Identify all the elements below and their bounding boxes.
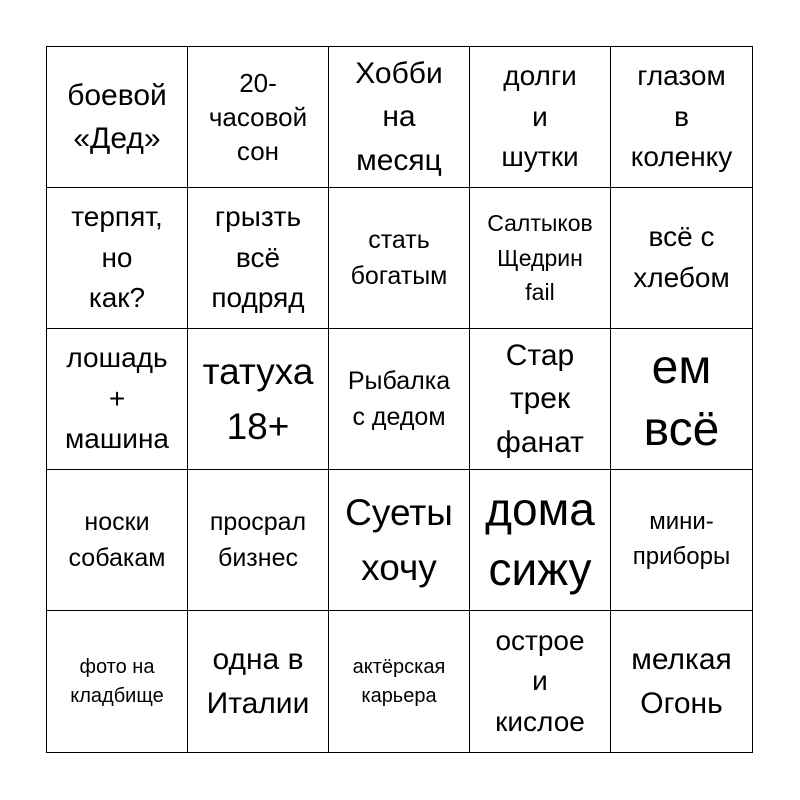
bingo-cell[interactable] bbox=[188, 329, 329, 470]
bingo-cell[interactable] bbox=[611, 611, 752, 752]
bingo-cell[interactable] bbox=[470, 329, 611, 470]
bingo-cell[interactable] bbox=[47, 47, 188, 188]
bingo-cell[interactable] bbox=[329, 611, 470, 752]
cell-text: терпят, но как? bbox=[71, 201, 163, 314]
cell-text: 20- часовой сон bbox=[208, 67, 308, 167]
bingo-cell[interactable] bbox=[188, 47, 329, 188]
cell-text: Суеты хочу bbox=[345, 491, 453, 588]
cell-text: острое и кислое bbox=[495, 624, 585, 737]
cell-text: ем всё bbox=[643, 340, 720, 456]
bingo-board bbox=[46, 46, 753, 753]
cell-text: одна в Италии bbox=[206, 643, 310, 720]
cell-text: мелкая Огонь bbox=[631, 643, 732, 720]
cell-text: Стар трек фанат bbox=[496, 338, 584, 459]
cell-text: долги и шутки bbox=[501, 60, 579, 173]
bingo-cell[interactable] bbox=[611, 188, 752, 329]
bingo-cell[interactable] bbox=[611, 329, 752, 470]
cell-text: фото на кладбище bbox=[70, 655, 164, 707]
cell-text: татуха 18+ bbox=[202, 350, 314, 447]
cell-text: всё с хлебом bbox=[633, 221, 730, 293]
bingo-cell[interactable] bbox=[47, 470, 188, 611]
cell-text: носки собакам bbox=[68, 507, 166, 572]
cell-text: Рыбалка с дедом bbox=[347, 366, 451, 431]
cell-text: лошадь + машина bbox=[65, 342, 169, 455]
bingo-cell[interactable] bbox=[188, 611, 329, 752]
cell-text: грызть всё подряд bbox=[211, 201, 305, 314]
bingo-cell[interactable] bbox=[611, 470, 752, 611]
bingo-cell[interactable] bbox=[47, 329, 188, 470]
bingo-cell[interactable] bbox=[611, 47, 752, 188]
cell-text: Хобби на месяц bbox=[355, 56, 443, 177]
cell-text: мини- приборы bbox=[632, 508, 731, 570]
bingo-cell[interactable] bbox=[470, 47, 611, 188]
bingo-cell[interactable] bbox=[47, 188, 188, 329]
bingo-cell[interactable] bbox=[329, 188, 470, 329]
bingo-cell[interactable] bbox=[188, 470, 329, 611]
bingo-cell[interactable] bbox=[329, 329, 470, 470]
cell-text: дома сижу bbox=[485, 483, 595, 595]
bingo-cell[interactable] bbox=[47, 611, 188, 752]
bingo-cell[interactable] bbox=[470, 470, 611, 611]
cell-text: актёрская карьера bbox=[352, 655, 446, 707]
cell-text: стать богатым bbox=[350, 225, 448, 290]
cell-text: Салтыков Щедрин fail bbox=[487, 209, 593, 306]
bingo-cell[interactable] bbox=[329, 470, 470, 611]
cell-text: глазом в коленку bbox=[630, 60, 733, 173]
cell-text: просрал бизнес bbox=[209, 507, 307, 572]
cell-text: боевой «Дед» bbox=[67, 78, 167, 155]
bingo-cell[interactable] bbox=[188, 188, 329, 329]
bingo-cell[interactable] bbox=[470, 188, 611, 329]
bingo-cell[interactable] bbox=[470, 611, 611, 752]
bingo-cell[interactable] bbox=[329, 47, 470, 188]
